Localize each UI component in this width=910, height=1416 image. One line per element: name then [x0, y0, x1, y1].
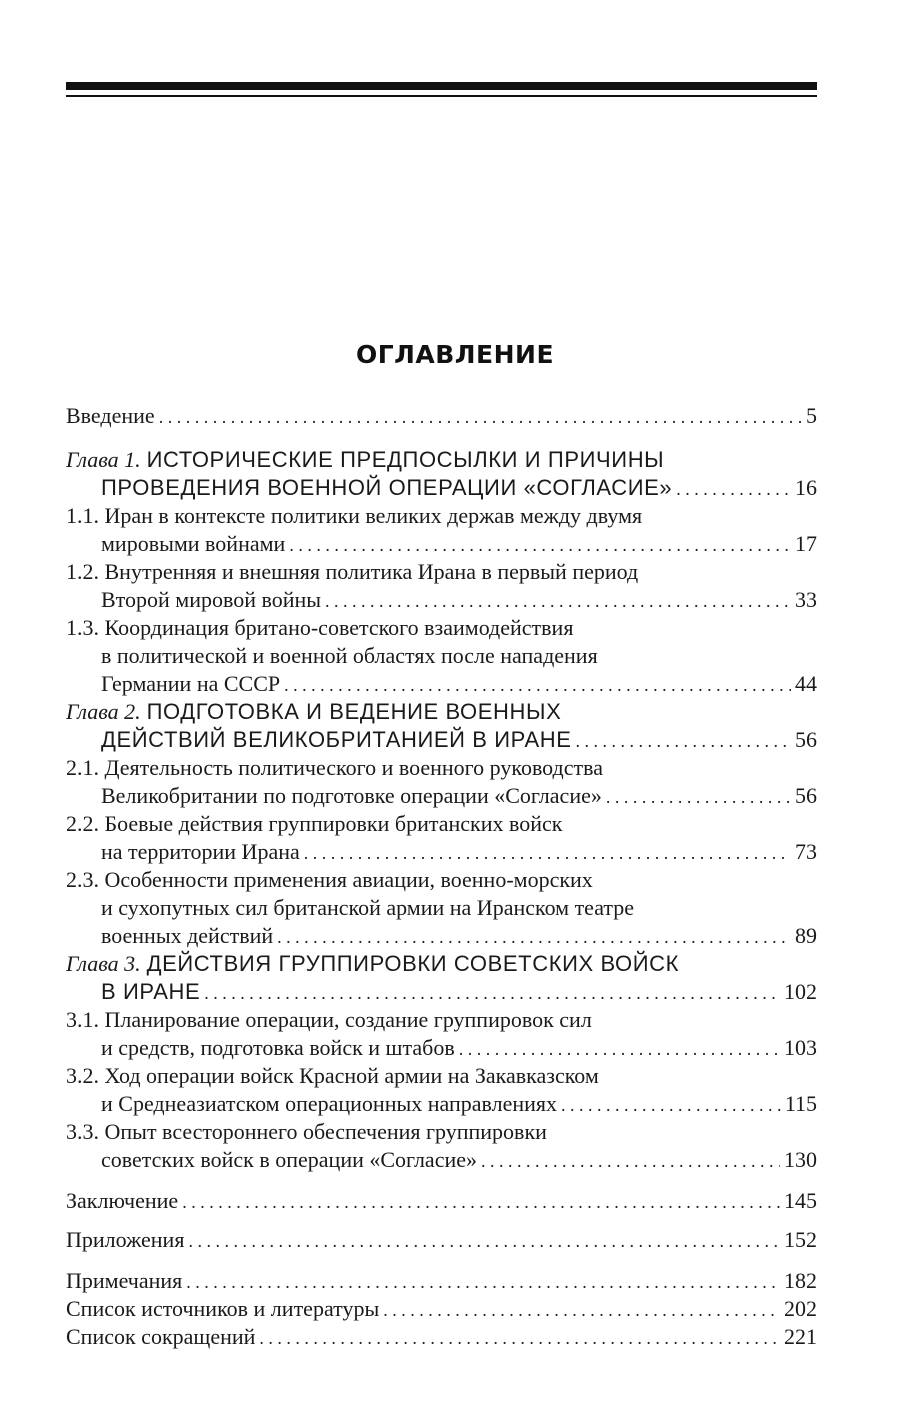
toc-section-3-2[interactable] [101, 1090, 817, 1118]
toc-page: 73 [795, 839, 817, 864]
toc-page: 16 [795, 475, 817, 500]
toc-page: 5 [806, 403, 817, 428]
chapter-lead: Глава 1. [66, 447, 141, 472]
toc-label: 2.1. Деятельность политического и военного руководства [66, 755, 603, 780]
leader-dots [325, 587, 791, 614]
toc-section-2-1[interactable] [101, 782, 817, 810]
toc-label: 1.1. Иран в контексте политики великих держав между двумя [66, 503, 643, 528]
chapter-title: ИСТОРИЧЕСКИЕ ПРЕДПОСЫЛКИ И ПРИЧИНЫ [146, 447, 665, 472]
chapter-lead: Глава 2. [66, 699, 141, 724]
toc-label-cont: Германии на СССР [101, 671, 281, 696]
toc-label-cont: Великобритании по подготовке операции «Согласие» [101, 783, 602, 808]
toc-section-1-3-heading[interactable] [66, 614, 817, 642]
toc-page: 115 [784, 1091, 817, 1116]
leader-dots [561, 1091, 781, 1118]
toc-page: 44 [795, 671, 817, 696]
toc-section-1-3-cont[interactable] [101, 642, 817, 670]
toc-page: 202 [784, 1296, 817, 1321]
leader-dots [186, 1268, 780, 1295]
toc-label: Заключение [66, 1188, 179, 1213]
toc-section-1-2[interactable] [101, 586, 817, 614]
leader-dots [383, 1296, 780, 1323]
toc-label-cont: мировыми войнами [101, 531, 286, 556]
leader-dots [182, 1188, 780, 1215]
toc-label-cont: и сухопутных сил британской армии на Иранском театре [101, 895, 635, 920]
chapter-title: ПОДГОТОВКА И ВЕДЕНИЕ ВОЕННЫХ [146, 699, 562, 724]
page-title: ОГЛАВЛЕНИЕ [355, 340, 555, 369]
toc-label: 3.1. Планирование операции, создание группировок сил [66, 1007, 592, 1032]
toc-section-3-2-heading[interactable] [66, 1062, 817, 1090]
chapter-title-cont: ДЕЙСТВИЙ ВЕЛИКОБРИТАНИЕЙ В ИРАНЕ [101, 727, 572, 752]
toc-label-cont: в политической и военной областях после нападения [101, 643, 598, 668]
toc-section-3-1[interactable] [101, 1034, 817, 1062]
chapter-title-cont: В ИРАНЕ [101, 979, 201, 1004]
toc-entry-sources[interactable] [66, 1295, 817, 1323]
toc-label: Приложения [66, 1227, 185, 1252]
leader-dots [259, 1324, 780, 1351]
toc-section-2-3[interactable] [101, 922, 817, 950]
toc-page: 56 [795, 727, 817, 752]
leader-dots [481, 1147, 780, 1174]
toc-label: Список сокращений [66, 1324, 256, 1349]
leader-dots [304, 839, 791, 866]
toc-page: 56 [795, 783, 817, 808]
chapter-lead: Глава 3. [66, 951, 141, 976]
toc-section-2-2-heading[interactable] [66, 810, 817, 838]
toc-chapter-2-heading[interactable] [66, 698, 817, 726]
toc-label-cont: военных действий [101, 923, 274, 948]
toc-section-1-2-heading[interactable] [66, 558, 817, 586]
toc-page: 221 [784, 1324, 817, 1349]
toc-page: 33 [795, 587, 817, 612]
toc-entry-notes[interactable] [66, 1267, 817, 1295]
leader-dots [277, 923, 791, 950]
toc-label: 1.3. Координация британо-советского взаимодействия [66, 615, 574, 640]
toc-section-1-3[interactable] [101, 670, 817, 698]
toc-chapter-3-heading[interactable] [66, 950, 817, 978]
toc-section-2-2[interactable] [101, 838, 817, 866]
toc-label-cont: и средств, подготовка войск и штабов [101, 1035, 455, 1060]
leader-dots [159, 403, 802, 430]
toc-chapter-2[interactable] [101, 726, 817, 754]
toc-entry-conclusion[interactable] [66, 1187, 817, 1215]
toc-label: 1.2. Внутренняя и внешняя политика Ирана в первый период [66, 559, 639, 584]
leader-dots [576, 727, 791, 754]
leader-dots [204, 979, 780, 1006]
toc-chapter-1[interactable] [101, 474, 817, 502]
toc-page: 103 [784, 1035, 817, 1060]
toc-label: Примечания [66, 1268, 183, 1293]
toc-label: 3.3. Опыт всестороннего обеспечения группировки [66, 1119, 547, 1144]
toc-label: 3.2. Ход операции войск Красной армии на Закавказском [66, 1063, 599, 1088]
chapter-title: ДЕЙСТВИЯ ГРУППИРОВКИ СОВЕТСКИХ ВОЙСК [146, 951, 680, 976]
toc-section-1-1[interactable] [101, 530, 817, 558]
leader-dots [289, 531, 791, 558]
leader-dots [284, 671, 791, 698]
toc-section-3-3-heading[interactable] [66, 1118, 817, 1146]
toc-entry-appendices[interactable] [66, 1226, 817, 1254]
toc-entry-introduction[interactable] [66, 402, 817, 430]
toc-chapter-1-heading[interactable] [66, 446, 817, 474]
toc-section-3-1-heading[interactable] [66, 1006, 817, 1034]
toc-section-3-3[interactable] [101, 1146, 817, 1174]
toc-section-1-1-heading[interactable] [66, 502, 817, 530]
toc-chapter-3[interactable] [101, 978, 817, 1006]
toc-label-cont: Второй мировой войны [101, 587, 322, 612]
toc-label: 2.3. Особенности применения авиации, военно-морских [66, 867, 593, 892]
toc-section-2-1-heading[interactable] [66, 754, 817, 782]
toc-page: 17 [795, 531, 817, 556]
toc-label: Список источников и литературы [66, 1296, 380, 1321]
toc-entry-abbreviations[interactable] [66, 1323, 817, 1351]
leader-dots [606, 783, 791, 810]
toc-section-2-3-cont[interactable] [101, 894, 817, 922]
toc-label-cont: на территории Ирана [101, 839, 300, 864]
leader-dots [676, 475, 791, 502]
leader-dots [188, 1227, 780, 1254]
toc-page: 182 [784, 1268, 817, 1293]
toc-page: 89 [795, 923, 817, 948]
chapter-title-cont: ПРОВЕДЕНИЯ ВОЕННОЙ ОПЕРАЦИИ «СОГЛАСИЕ» [101, 475, 673, 500]
toc-page: 145 [784, 1188, 817, 1213]
toc-page: 130 [784, 1147, 817, 1172]
toc-label-cont: и Среднеазиатском операционных направлениях [101, 1091, 558, 1116]
toc-page: 152 [784, 1227, 817, 1252]
toc-section-2-3-heading[interactable] [66, 866, 817, 894]
toc-page: 102 [784, 979, 817, 1004]
toc-label: Введение [66, 403, 155, 428]
leader-dots [459, 1035, 780, 1062]
toc-label-cont: советских войск в операции «Согласие» [101, 1147, 477, 1172]
toc-label: 2.2. Боевые действия группировки британских войск [66, 811, 563, 836]
